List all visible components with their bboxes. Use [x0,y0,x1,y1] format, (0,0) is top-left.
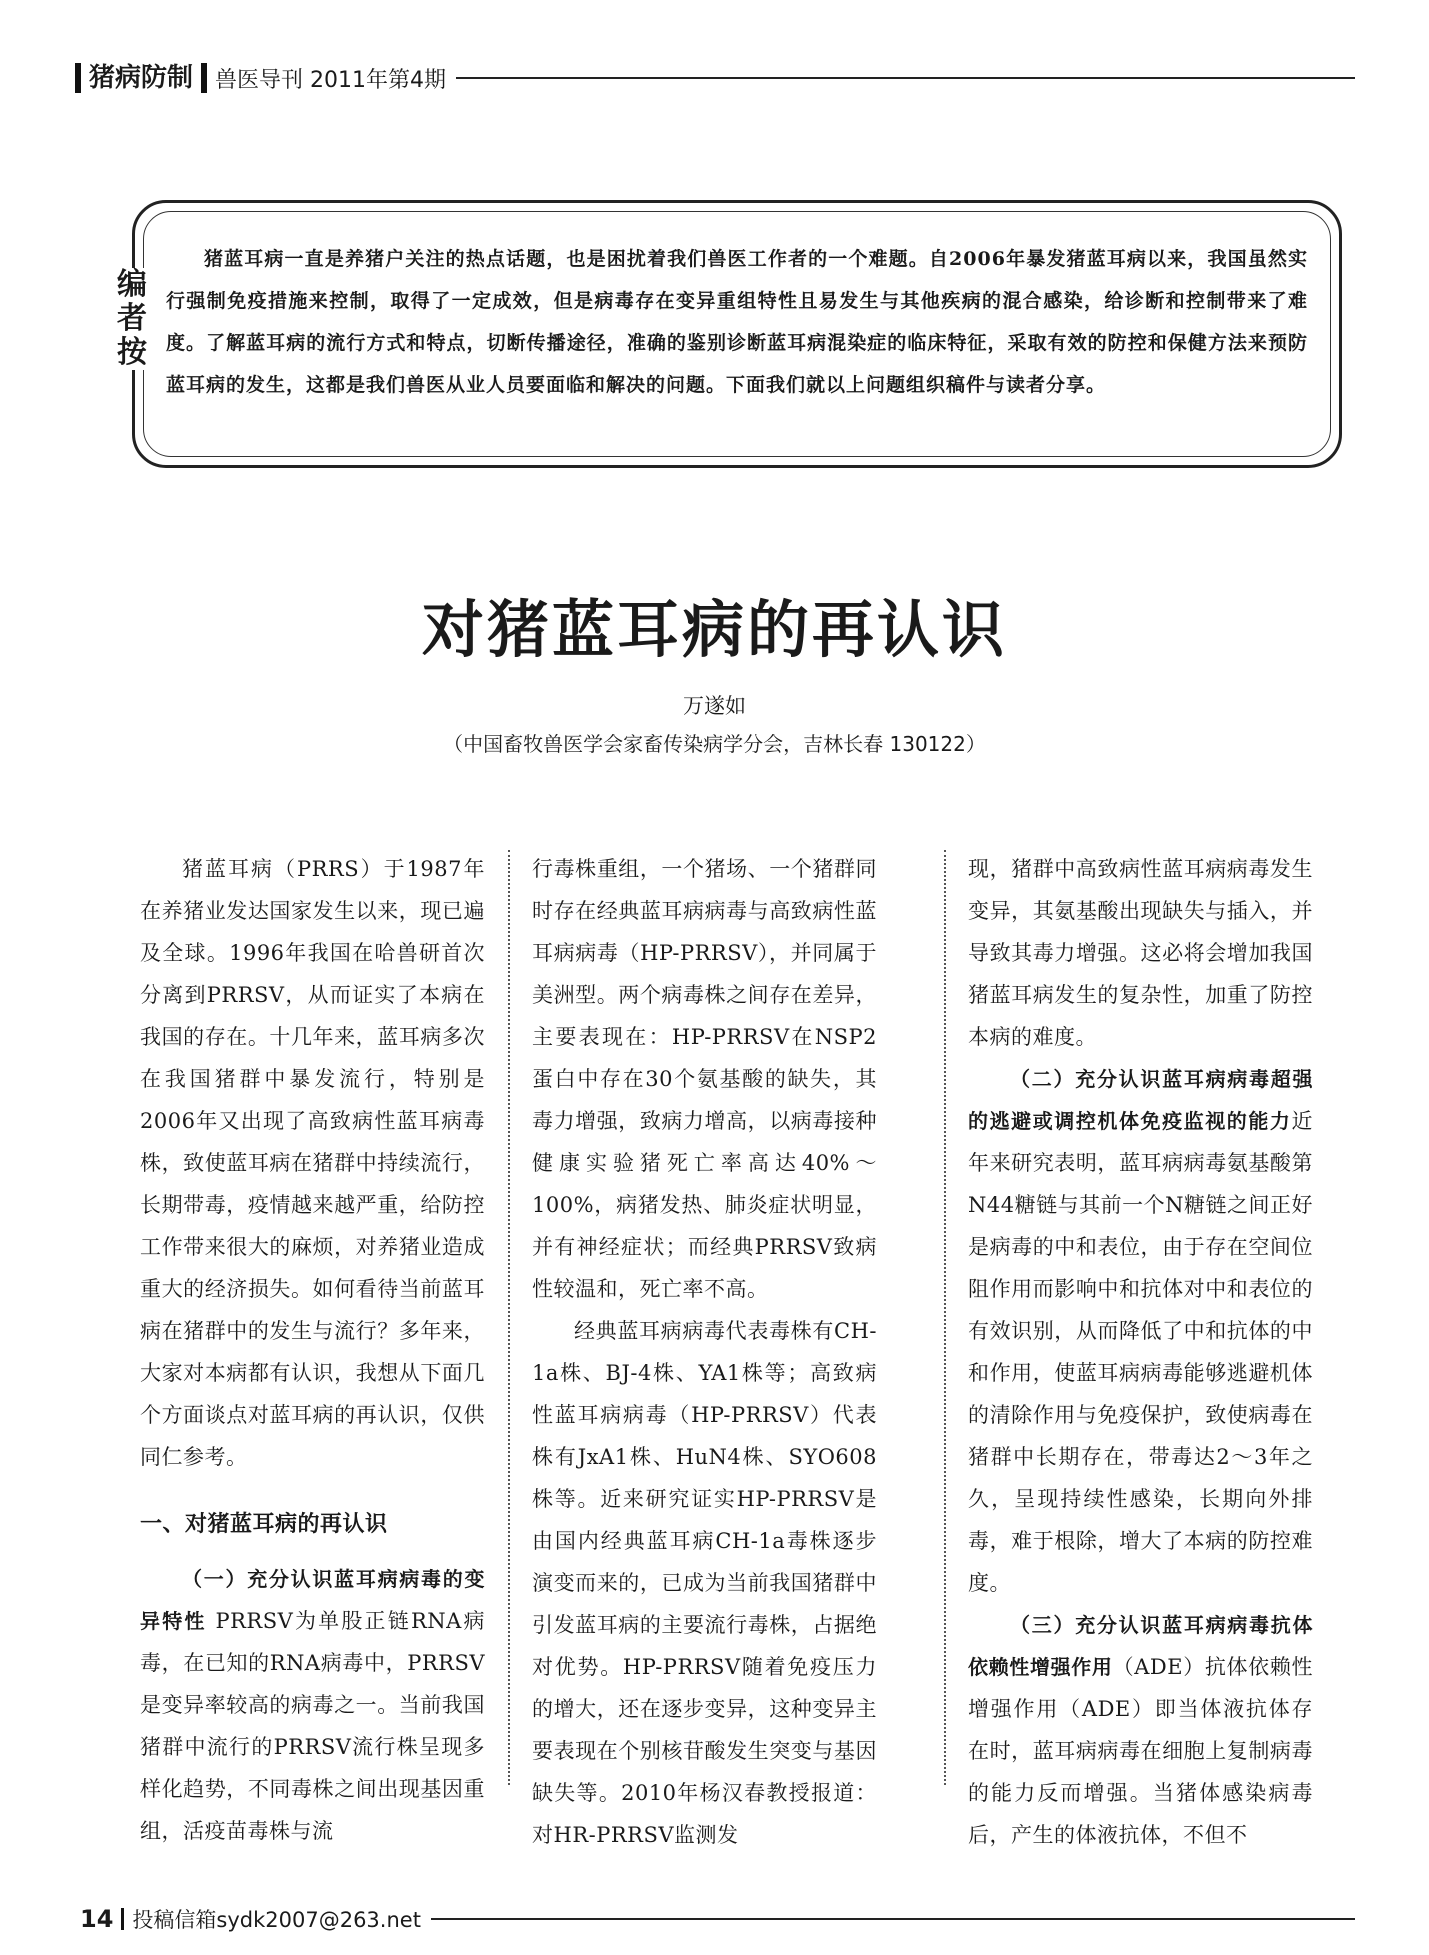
paragraph-text: PRRSV为单股正链RNA病毒，在已知的RNA病毒中，PRRSV是变异率较高的病毒之一。当前我国猪群中流行的PRRSV流行株呈现多样化趋势，不同毒株之间出现基因重组，活疫苗毒株与流 [140,1609,485,1843]
paragraph-text: 近年来研究表明，蓝耳病病毒氨基酸第N44糖链与其前一个N糖链之间正好是病毒的中和表位，由于存在空间位阻作用而影响中和抗体对中和表位的有效识别，从而降低了中和抗体的中和作用，使蓝耳病病毒能够逃避机体的清除作用与免疫保护，致使病毒在猪群中长期存在，带毒达2～3年之久，呈现持续性感染，长期向外排毒，难于根除，增大了本病的防控难度。 [968,1109,1313,1595]
editor-tag-char: 按 [117,335,147,370]
paragraph [968,1604,1313,1856]
journal-issue: 兽医导刊 2011年第4期 [215,67,446,93]
running-footer [80,1902,1355,1936]
paragraph-text: （ADE）抗体依赖性增强作用（ADE）即当体液抗体存在时，蓝耳病病毒在细胞上复制病毒的能力反而增强。当猪体感染病毒后，产生的体液抗体，不但不 [968,1655,1313,1847]
body-column-2 [532,848,877,1847]
footer-separator [121,1908,124,1930]
article-title: 对猪蓝耳病的再认识 [421,593,1007,666]
editor-note-text: 猪蓝耳病一直是养猪户关注的热点话题，也是困扰着我们兽医工作者的一个难题。自2006年暴发猪蓝耳病以来，我国虽然实行强制免疫措施来控制，取得了一定成效，但是病毒存在变异重组特性且易发生与其他疾病的混合感染，给诊断和控制带来了难度。了解蓝耳病的流行方式和特点，切断传播途径，准确的鉴别诊断蓝耳病混染症的临床特征，采取有效的防控和保健方法来预防蓝耳病的发生，这都是我们兽医从业人员要面临和解决的问题。下面我们就以上问题组织稿件与读者分享。 [166,248,1308,396]
paragraph [140,1558,485,1852]
body-column-3 [968,848,1313,1847]
page-number: 14 [80,1905,114,1933]
paragraph: 经典蓝耳病病毒代表毒株有CH-1a株、BJ-4株、YA1株等；高致病性蓝耳病病毒（HP-PRRSV）代表株有JxA1株、HuN4株、SYO608株等。近来研究证实HP-PRRSV是由国内经典蓝耳病CH-1a毒株逐步演变而来的，已成为当前我国猪群中引发蓝耳病的主要流行毒株，占据绝对优势。HP-PRRSV随着免疫压力的增大，还在逐步变异，这种变异主要表现在个别核苷酸发生突变与基因缺失等。2010年杨汉春教授报道：对HR-PRRSV监测发 [532,1319,877,1847]
footer-rule [431,1918,1355,1920]
paragraph [968,1058,1313,1604]
subsection-heading: （三）充分认识蓝耳病病毒抗体依赖性增强作用 [968,1613,1313,1679]
header-rule [456,77,1355,79]
column-divider [508,850,510,1785]
article-author: 万遂如 [683,694,746,718]
editor-note-tag [112,268,152,370]
submission-email: 投稿信箱sydk2007@263.net [132,1908,421,1932]
paragraph: 猪蓝耳病（PRRS）于1987年在养猪业发达国家发生以来，现已遍及全球。1996年我国在哈兽研首次分离到PRRSV，从而证实了本病在我国的存在。十几年来，蓝耳病多次在我国猪群中暴发流行，特别是2006年又出现了高致病性蓝耳病毒株，致使蓝耳病在猪群中持续流行，长期带毒，疫情越来越严重，给防控工作带来很大的麻烦，对养猪业造成重大的经济损失。如何看待当前蓝耳病在猪群中的发生与流行？多年来，大家对本病都有认识，我想从下面几个方面谈点对蓝耳病的再认识，仅供同仁参考。 [140,857,485,1469]
column-divider [944,850,946,1785]
section-heading: 一、对猪蓝耳病的再认识 [140,1512,388,1537]
subsection-heading: （一）充分认识蓝耳病病毒的变异特性 [140,1567,485,1633]
author-affiliation: （中国畜牧兽医学会家畜传染病学分会，吉林长春 130122） [443,732,986,756]
paragraph: 行毒株重组，一个猪场、一个猪群同时存在经典蓝耳病病毒与高致病性蓝耳病病毒（HP-PRRSV），并同属于美洲型。两个病毒株之间存在差异，主要表现在：HP-PRRSV在NSP2蛋白中存在30个氨基酸的缺失，其毒力增强，致病力增高，以病毒接种健康实验猪死亡率高达40%～100%，病猪发热、肺炎症状明显，并有神经症状；而经典PRRSV致病性较温和，死亡率不高。 [532,857,877,1301]
paragraph: 现，猪群中高致病性蓝耳病病毒发生变异，其氨基酸出现缺失与插入，并导致其毒力增强。这必将会增加我国猪蓝耳病发生的复杂性，加重了防控本病的难度。 [968,857,1313,1049]
running-header [75,58,1355,98]
editor-tag-char: 者 [117,301,147,336]
section-label: 猪病防制 [75,63,207,93]
editor-tag-char: 编 [117,267,147,302]
body-column-1 [140,848,485,1843]
subsection-heading: （二）充分认识蓝耳病病毒超强的逃避或调控机体免疫监视的能力 [968,1067,1313,1133]
